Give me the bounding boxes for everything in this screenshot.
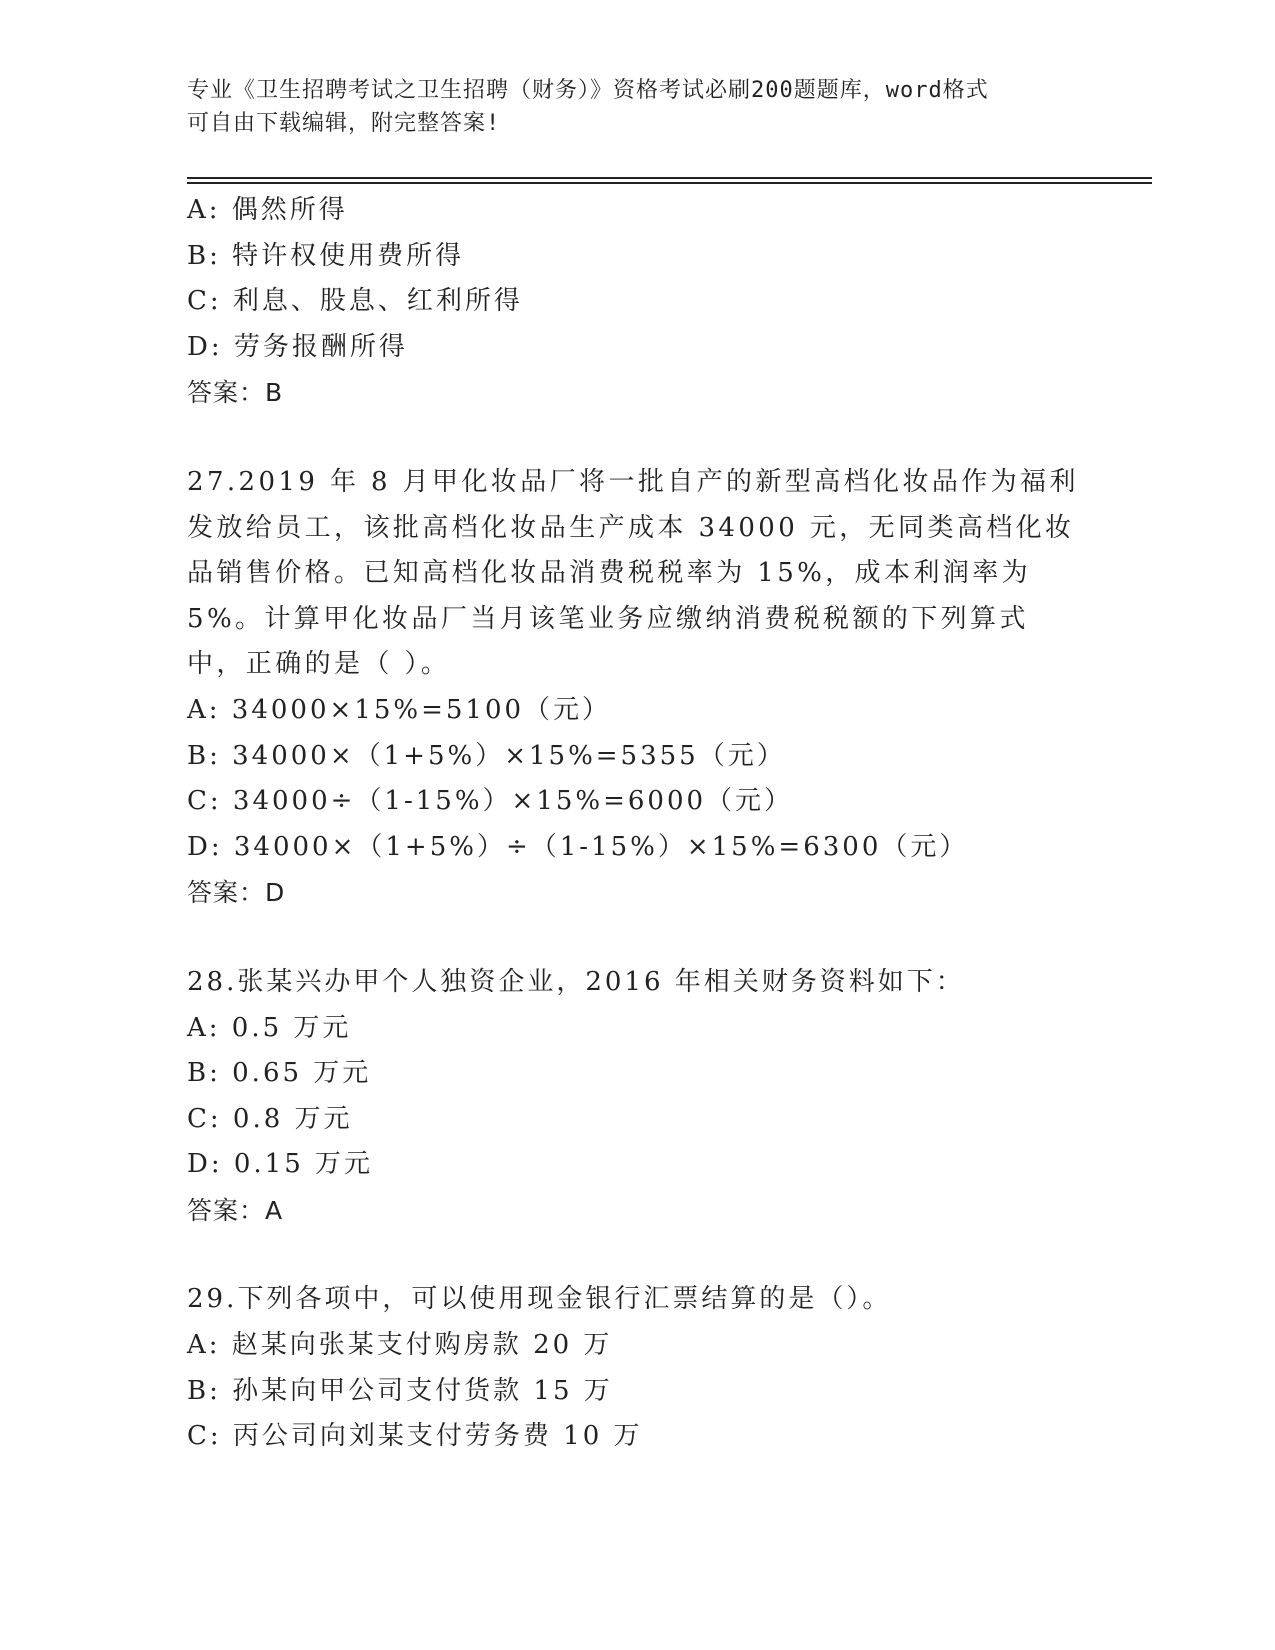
option-d: D: 0.15 万元 [187,1149,374,1180]
option-d: D: 劳务报酬所得 [187,331,408,362]
option-a: A: 偶然所得 [187,195,348,225]
answer: 答案：D [187,878,286,908]
question-list [187,188,1087,1460]
header-rule-top [187,177,1152,179]
option-b: B: 孙某向甲公司支付货款 15 万 [187,1375,613,1406]
header-line-2: 可自由下载编辑，附完整答案! [187,111,501,136]
answer: 答案：A [187,1195,284,1225]
spacer [187,416,1087,460]
document-header [187,74,1087,140]
question-29 [187,1277,1087,1459]
option-b: B: 34000×（1+5%）×15%=5355（元） [187,740,786,771]
option-c: C: 丙公司向刘某支付劳务费 10 万 [187,1421,643,1452]
header-rule-bottom [187,182,1152,184]
option-a: A: 34000×15%=5100（元） [187,694,612,725]
question-stem: 29.下列各项中，可以使用现金银行汇票结算的是（）。 [187,1284,892,1315]
option-c: C: 利息、股息、红利所得 [187,286,523,317]
option-d: D: 34000×（1+5%）÷（1-15%）×15%=6300（元） [187,831,969,862]
question-stem: 27.2019 年 8 月甲化妆品厂将一批自产的新型高档化妆品作为福利发放给员工，该批高档化妆品生产成本 34000 元，无同类高档化妆品销售价格。已知高档化妆品消费税税率为 15%，成本利润率为 5%。计算甲化妆品厂当月该笔业务应缴纳消费税税额的下列算式中，正确的是（ ）。 [187,466,1079,680]
option-b: B: 0.65 万元 [187,1058,372,1089]
question-27 [187,460,1087,916]
answer: 答案：B [187,378,284,408]
option-a: A: 赵某向张某支付购房款 20 万 [187,1330,613,1361]
option-c: C: 0.8 万元 [187,1103,353,1134]
question-26 [187,188,1087,416]
header-line-1: 专业《卫生招聘考试之卫生招聘（财务）》资格考试必刷200题题库，word格式 [187,78,989,103]
option-c: C: 34000÷（1-15%）×15%=6000（元） [187,786,794,817]
spacer [187,916,1087,960]
question-stem: 28.张某兴办甲个人独资企业，2016 年相关财务资料如下： [187,966,965,997]
option-a: A: 0.5 万元 [187,1012,352,1043]
question-28 [187,960,1087,1234]
option-b: B: 特许权使用费所得 [187,240,465,271]
spacer [187,1233,1087,1277]
